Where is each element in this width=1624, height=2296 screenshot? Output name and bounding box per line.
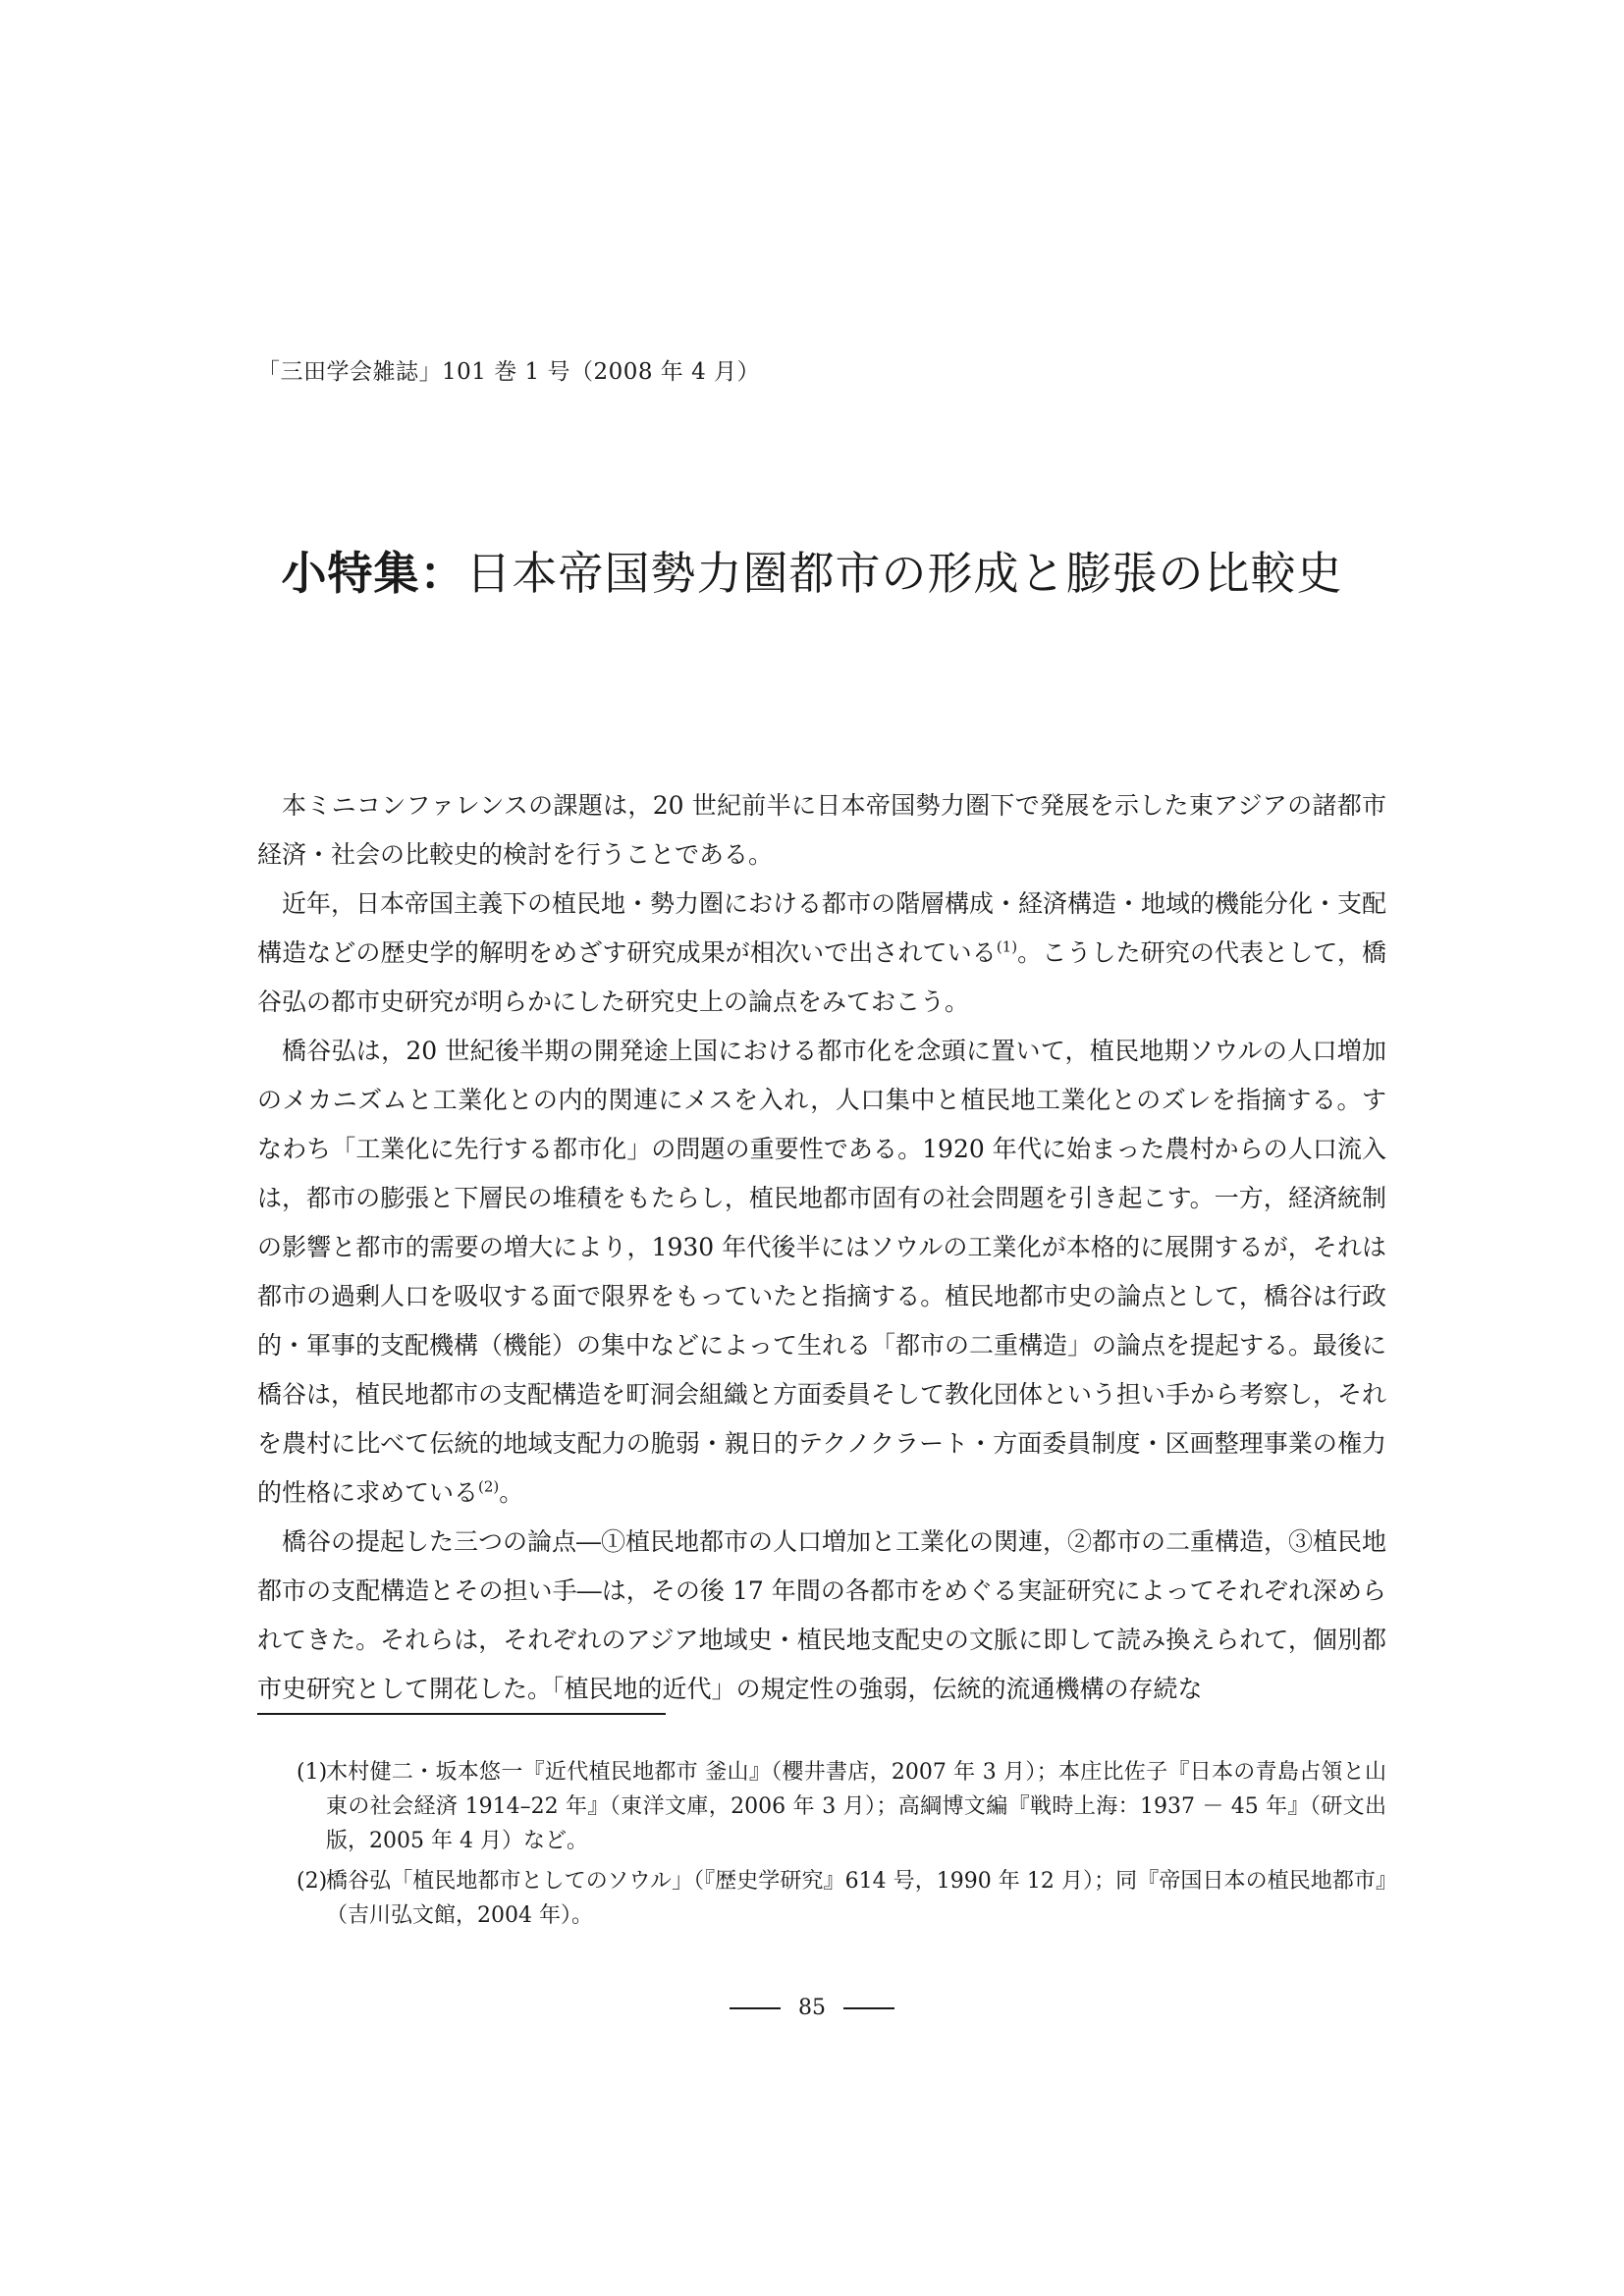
article-title (0, 538, 1624, 603)
page-footer (0, 1996, 1624, 2020)
footnote-ref-2[interactable]: (2) (478, 1477, 500, 1496)
footnote-divider (257, 1713, 666, 1715)
paragraph-2 (257, 880, 1386, 1027)
footnote-2-number: (2) (297, 1869, 328, 1894)
body-text (257, 781, 1386, 1714)
footnote-1-text: 木村健二・坂本悠一『近代植民地都市 釜山』（櫻井書店，2007 年 3 月）；本庄比佐子『日本の青島占領と山東の社会経済 1914–22 年』（東洋文庫，2006 年 3 月）；高綱博文編『戦時上海：1937 － 45 年』（研文出版，2005 年 4 月）など。 (326, 1760, 1386, 1853)
paragraph-4: 橋谷の提起した三つの論点―①植民地都市の人口増加と工業化の関連，②都市の二重構造，③植民地都市の支配構造とその担い手―は，その後 17 年間の各都市をめぐる実証研究によってそれぞれ深められてきた。それらは，それぞれのアジア地域史・植民地支配史の文脈に即して読み換えられて，個別都市史研究として開花した。「植民地的近代」の規定性の強弱，伝統的流通機構の存続な (257, 1527, 1387, 1703)
paragraph-3-text-b: 。 (499, 1478, 524, 1507)
footnote-2 (257, 1864, 1386, 1933)
footnote-ref-1[interactable]: (1) (996, 937, 1018, 956)
paragraph-2-text-a: 近年，日本帝国主義下の植民地・勢力圏における都市の階層構成・経済構造・地域的機能分化・支配構造などの歴史学的解明をめざす研究成果が相次いで出されている (257, 889, 1387, 967)
journal-header: 「三田学会雑誌」101 巻 1 号（2008 年 4 月） (257, 359, 761, 385)
page-number: 85 (798, 1996, 826, 2020)
footnote-1-number: (1) (297, 1760, 328, 1785)
footer-dash-left (730, 2007, 781, 2009)
paragraph-3 (257, 1027, 1386, 1518)
title-main: 日本帝国勢力圏都市の形成と膨張の比較史 (465, 547, 1343, 600)
paragraph-2-text-b: 。こうした研究の代表として，橋谷弘の都市史研究が明らかにした研究史上の論点をみておこう。 (257, 938, 1386, 1016)
footnote-1 (257, 1755, 1386, 1858)
footnote-2-text: 橋谷弘「植民地都市としてのソウル」（『歴史学研究』614 号，1990 年 12 月）；同『帝国日本の植民地都市』（吉川弘文館，2004 年）。 (326, 1869, 1386, 1928)
footnotes (257, 1755, 1386, 1939)
paragraph-3-text-a: 橋谷弘は，20 世紀後半期の開発途上国における都市化を念頭に置いて，植民地期ソウルの人口増加のメカニズムと工業化との内的関連にメスを入れ，人口集中と植民地工業化とのズレを指摘する。すなわち「工業化に先行する都市化」の問題の重要性である。1920 年代に始まった農村からの人口流入は，都市の膨張と下層民の堆積をもたらし，植民地都市固有の社会問題を引き起こす。一方，経済統制の影響と都市的需要の増大により，1930 年代後半にはソウルの工業化が本格的に展開するが，それは都市の過剰人口を吸収する面で限界をもっていたと指摘する。植民地都市史の論点として，橋谷は行政的・軍事的支配機構（機能）の集中などによって生れる「都市の二重構造」の論点を提起する。最後に橋谷は，植民地都市の支配構造を町洞会組織と方面委員そして教化団体という担い手から考察し，それを農村に比べて伝統的地域支配力の脆弱・親日的テクノクラート・方面委員制度・区画整理事業の権力的性格に求めている (257, 1037, 1387, 1507)
paragraph-1: 本ミニコンファレンスの課題は，20 世紀前半に日本帝国勢力圏下で発展を示した東アジアの諸都市経済・社会の比較史的検討を行うことである。 (257, 791, 1386, 869)
footer-dash-right (843, 2007, 894, 2009)
title-label: 小特集： (281, 547, 466, 600)
